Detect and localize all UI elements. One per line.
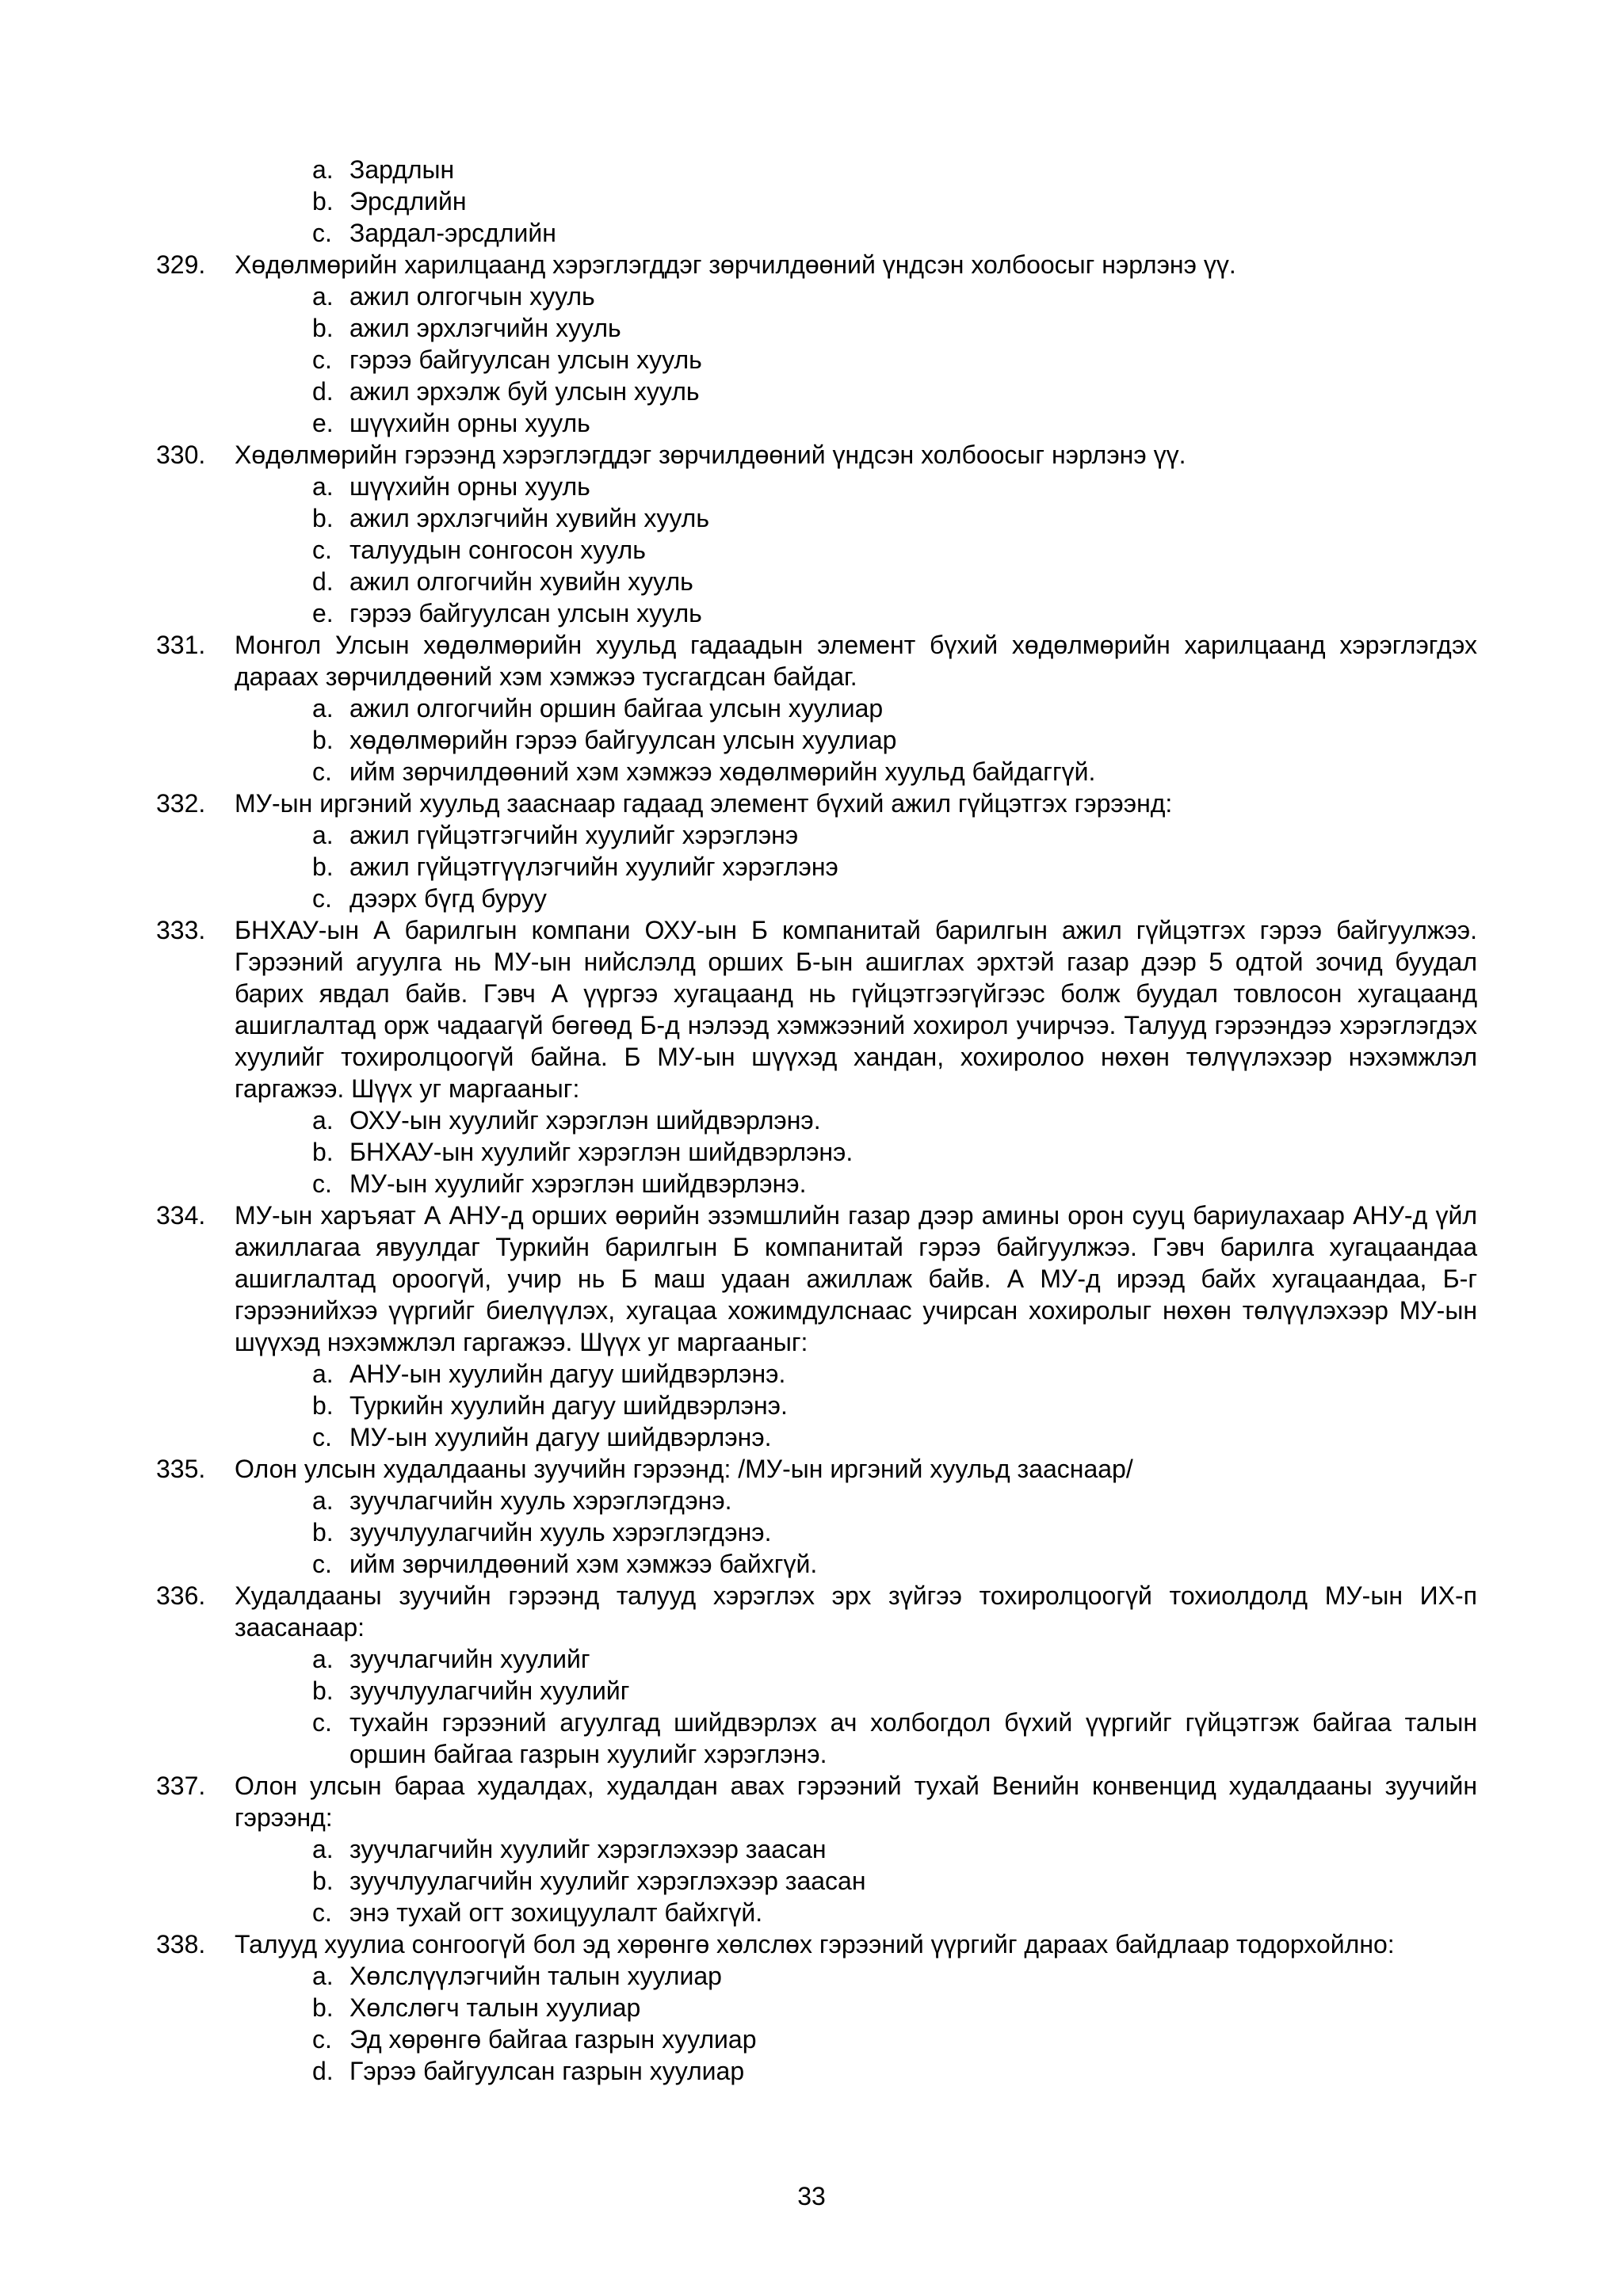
question-number: 334. <box>156 1201 206 1230</box>
option-text: ажил эрхлэгчийн хувийн хууль <box>349 504 710 532</box>
option-letter: a. <box>312 821 334 849</box>
answer-option <box>0 1168 1623 1199</box>
question-text: БНХАУ-ын А барилгын компани ОХУ-ын Б компанитай барилгын ажил гүйцэтгэх гэрээ байгуулжээ. Гэрээний агуулга нь МУ-ын нийслэлд орших Б-ын ашиглах эрхтэй газар дээр 5 одтой зочид буудал барих явдал байв. Гэвч А үүргээ хугацаанд нь гүйцэтгээгүйгээс болж буудал товлосон хугацаанд ашиглалтад орж чадаагүй бөгөөд Б-д нэлээд хэмжээний хохирол учирчээ. Талууд гэрээндээ хэрэглэгдэх хуулийг тохиролцоогүй байна. Б МУ-ын шүүхэд хандан, хохиролоо нөхөн төлүүлэхээр нэхэмжлэл гаргажээ. Шүүх уг маргааныг: <box>235 916 1477 1103</box>
option-letter: b. <box>312 504 334 532</box>
option-text: Зардлын <box>349 155 455 184</box>
page-number: 33 <box>797 2182 826 2210</box>
option-text: ийм зөрчилдөөний хэм хэмжээ байхгүй. <box>349 1550 818 1578</box>
option-text: зуучлагчийн хуулийг хэрэглэхээр заасан <box>349 1835 827 1863</box>
option-text: Туркийн хуулийн дагуу шийдвэрлэнэ. <box>349 1391 788 1420</box>
option-letter: c. <box>312 345 332 374</box>
option-text: гэрээ байгуулсан улсын хууль <box>349 599 702 627</box>
option-text: ажил эрхлэгчийн хууль <box>349 314 621 342</box>
answer-option <box>0 883 1623 914</box>
question-text: МУ-ын харъяат А АНУ-д орших өөрийн эзэмшлийн газар дээр амины орон сууц бариулахаар АНУ-д үйл ажиллагаа явуулдаг Туркийн барилгын Б компанитай гэрээ байгуулжээ. Гэвч барилга хугацаандаа ашиглалтад ороогүй, учир нь Б маш удаан ажиллаж байв. А МУ-д ирээд байх хугацаандаа, Б-г гэрээнийхээ үүргийг биелүүлэх, хугацаа хожимдулснаас учирсан хохиролыг нөхөн төлүүлэхээр МУ-ын шүүхэд нэхэмжлэл гаргажээ. Шүүх уг маргааныг: <box>235 1201 1477 1356</box>
question-block <box>0 914 1623 1199</box>
option-letter: a. <box>312 694 334 723</box>
question-text: Хөдөлмөрийн гэрээнд хэрэглэгддэг зөрчилдөөний үндсэн холбоосыг нэрлэнэ үү. <box>235 441 1186 469</box>
option-text: тухайн гэрээний агуулгад шийдвэрлэх ач холбогдол бүхий үүргийг гүйцэтгэж байгаа талын оршин байгаа газрын хуулийг хэрэглэнэ. <box>349 1708 1477 1768</box>
answer-option <box>0 2023 1623 2055</box>
option-text: ажил гүйцэтгүүлэгчийн хуулийг хэрэглэнэ <box>349 852 838 881</box>
option-text: Хөлслөгч талын хуулиар <box>349 1993 641 2022</box>
question <box>0 1199 1623 1358</box>
option-text: зуучлагчийн хууль хэрэглэгдэнэ. <box>349 1486 732 1515</box>
question <box>0 249 1623 280</box>
question-number: 330. <box>156 441 206 469</box>
option-text: зуучлагчийн хуулийг <box>349 1645 590 1673</box>
question-number: 337. <box>156 1772 206 1800</box>
option-letter: e. <box>312 409 334 437</box>
option-letter: a. <box>312 1835 334 1863</box>
question-number: 331. <box>156 631 206 659</box>
option-letter: c. <box>312 1169 332 1198</box>
option-text: шүүхийн орны хууль <box>349 409 590 437</box>
question-block <box>0 1453 1623 1580</box>
answer-option <box>0 1390 1623 1421</box>
option-text: ажил гүйцэтгэгчийн хуулийг хэрэглэнэ <box>349 821 799 849</box>
answer-option <box>0 312 1623 344</box>
question-number: 333. <box>156 916 206 944</box>
answer-option <box>0 1675 1623 1707</box>
option-text: ажил эрхэлж буй улсын хууль <box>349 377 700 406</box>
answer-option <box>0 1516 1623 1548</box>
answer-option <box>0 851 1623 883</box>
option-letter: d. <box>312 377 334 406</box>
option-letter: c. <box>312 536 332 564</box>
option-text: АНУ-ын хуулийн дагуу шийдвэрлэнэ. <box>349 1360 786 1388</box>
option-text: Зардал-эрсдлийн <box>349 219 556 247</box>
answer-option <box>0 280 1623 312</box>
answer-option <box>0 566 1623 597</box>
option-letter: b. <box>312 726 334 754</box>
option-letter: e. <box>312 599 334 627</box>
option-letter: a. <box>312 1360 334 1388</box>
option-letter: a. <box>312 1962 334 1990</box>
question-text: Талууд хуулиа сонгоогүй бол эд хөрөнгө хөлслөх гэрээний үүргийг дараах байдлаар тодорхойлно: <box>235 1930 1395 1958</box>
answer-option <box>0 1897 1623 1928</box>
answer-option <box>0 1643 1623 1675</box>
question-block <box>0 1580 1623 1770</box>
question-block <box>0 1770 1623 1928</box>
question-block <box>0 629 1623 788</box>
answer-option <box>0 534 1623 566</box>
option-text: зуучлуулагчийн хуулийг хэрэглэхээр заасан <box>349 1867 866 1895</box>
question-text: Худалдааны зуучийн гэрээнд талууд хэрэглэх эрх зүйгээ тохиролцоогүй тохиолдолд МУ-ын ИХ-п заасанаар: <box>235 1581 1477 1642</box>
option-letter: c. <box>312 884 332 913</box>
answer-option <box>0 344 1623 376</box>
question-list <box>0 154 1623 2087</box>
answer-option <box>0 1358 1623 1390</box>
option-letter: c. <box>312 1708 332 1737</box>
answer-option <box>0 217 1623 249</box>
answer-option <box>0 154 1623 185</box>
option-letter: b. <box>312 1518 334 1547</box>
option-text: Эд хөрөнгө байгаа газрын хуулиар <box>349 2025 757 2054</box>
answer-option <box>0 819 1623 851</box>
option-letter: c. <box>312 2025 332 2054</box>
option-text: Эрсдлийн <box>349 187 467 215</box>
question <box>0 629 1623 692</box>
option-letter: a. <box>312 282 334 311</box>
answer-option <box>0 2055 1623 2087</box>
question-text: Олон улсын бараа худалдах, худалдан авах гэрээний тухай Венийн конвенцид худалдааны зуучийн гэрээнд: <box>235 1772 1477 1832</box>
question <box>0 1453 1623 1485</box>
answer-option <box>0 1421 1623 1453</box>
option-text: гэрээ байгуулсан улсын хууль <box>349 345 702 374</box>
option-text: ОХУ-ын хуулийг хэрэглэн шийдвэрлэнэ. <box>349 1106 821 1135</box>
option-letter: c. <box>312 219 332 247</box>
option-text: БНХАУ-ын хуулийг хэрэглэн шийдвэрлэнэ. <box>349 1138 854 1166</box>
answer-option <box>0 185 1623 217</box>
option-letter: b. <box>312 1867 334 1895</box>
option-text: дээрх бүгд буруу <box>349 884 547 913</box>
option-text: МУ-ын хуулийн дагуу шийдвэрлэнэ. <box>349 1423 772 1451</box>
question <box>0 788 1623 819</box>
option-text: талуудын сонгосон хууль <box>349 536 646 564</box>
option-letter: c. <box>312 1898 332 1927</box>
option-letter: b. <box>312 1993 334 2022</box>
question-block <box>0 249 1623 439</box>
option-letter: b. <box>312 1676 334 1705</box>
option-letter: a. <box>312 155 334 184</box>
option-text: ажил олгогчийн хувийн хууль <box>349 567 693 596</box>
question <box>0 1580 1623 1643</box>
answer-option <box>0 1104 1623 1136</box>
option-letter: a. <box>312 1486 334 1515</box>
question-text: Хөдөлмөрийн харилцаанд хэрэглэгддэг зөрчилдөөний үндсэн холбоосыг нэрлэнэ үү. <box>235 250 1236 279</box>
option-text: МУ-ын хуулийг хэрэглэн шийдвэрлэнэ. <box>349 1169 807 1198</box>
option-text: шүүхийн орны хууль <box>349 472 590 501</box>
answer-option <box>0 1865 1623 1897</box>
question <box>0 914 1623 1104</box>
question <box>0 1770 1623 1833</box>
option-letter: a. <box>312 472 334 501</box>
answer-option <box>0 1136 1623 1168</box>
option-text: хөдөлмөрийн гэрээ байгуулсан улсын хуулиар <box>349 726 897 754</box>
answer-option <box>0 692 1623 724</box>
question-text: МУ-ын иргэний хуульд зааснаар гадаад элемент бүхий ажил гүйцэтгэх гэрээнд: <box>235 789 1173 818</box>
question-text: Монгол Улсын хөдөлмөрийн хуульд гадаадын элемент бүхий хөдөлмөрийн харилцаанд хэрэглэгдэх дараах зөрчилдөөний хэм хэмжээ тусгагдсан байдаг. <box>235 631 1477 691</box>
question-block <box>0 1928 1623 2087</box>
option-letter: b. <box>312 1138 334 1166</box>
option-text: Гэрээ байгуулсан газрын хуулиар <box>349 2057 745 2085</box>
question-number: 329. <box>156 250 206 279</box>
answer-option <box>0 1548 1623 1580</box>
question-text: Олон улсын худалдааны зуучийн гэрээнд: /МУ-ын иргэний хуульд зааснаар/ <box>235 1455 1133 1483</box>
option-letter: b. <box>312 187 334 215</box>
option-letter: a. <box>312 1106 334 1135</box>
option-text: зуучлуулагчийн хууль хэрэглэгдэнэ. <box>349 1518 772 1547</box>
answer-option <box>0 1833 1623 1865</box>
answer-option <box>0 407 1623 439</box>
answer-option <box>0 756 1623 788</box>
question-number: 335. <box>156 1455 206 1483</box>
option-text: ийм зөрчилдөөний хэм хэмжээ хөдөлмөрийн хуульд байдаггүй. <box>349 757 1096 786</box>
option-text: ажил олгогчын хууль <box>349 282 595 311</box>
answer-option <box>0 1707 1623 1770</box>
question-number: 332. <box>156 789 206 818</box>
question-block <box>0 439 1623 629</box>
option-letter: b. <box>312 314 334 342</box>
answer-option <box>0 376 1623 407</box>
option-letter: b. <box>312 1391 334 1420</box>
question-block <box>0 1199 1623 1453</box>
answer-option <box>0 471 1623 502</box>
question-number: 338. <box>156 1930 206 1958</box>
answer-option <box>0 1960 1623 1992</box>
option-text: энэ тухай огт зохицуулалт байхгүй. <box>349 1898 763 1927</box>
answer-option <box>0 724 1623 756</box>
option-text: Хөлслүүлэгчийн талын хуулиар <box>349 1962 722 1990</box>
answer-option <box>0 1485 1623 1516</box>
question-block <box>0 788 1623 914</box>
question <box>0 439 1623 471</box>
option-letter: b. <box>312 852 334 881</box>
question <box>0 1928 1623 1960</box>
option-letter: a. <box>312 1645 334 1673</box>
option-text: ажил олгогчийн оршин байгаа улсын хуулиар <box>349 694 884 723</box>
question-number: 336. <box>156 1581 206 1610</box>
option-text: зуучлуулагчийн хуулийг <box>349 1676 630 1705</box>
option-letter: c. <box>312 1550 332 1578</box>
option-letter: c. <box>312 1423 332 1451</box>
answer-option <box>0 1992 1623 2023</box>
answer-option <box>0 597 1623 629</box>
option-letter: c. <box>312 757 332 786</box>
answer-option <box>0 502 1623 534</box>
option-letter: d. <box>312 567 334 596</box>
option-letter: d. <box>312 2057 334 2085</box>
